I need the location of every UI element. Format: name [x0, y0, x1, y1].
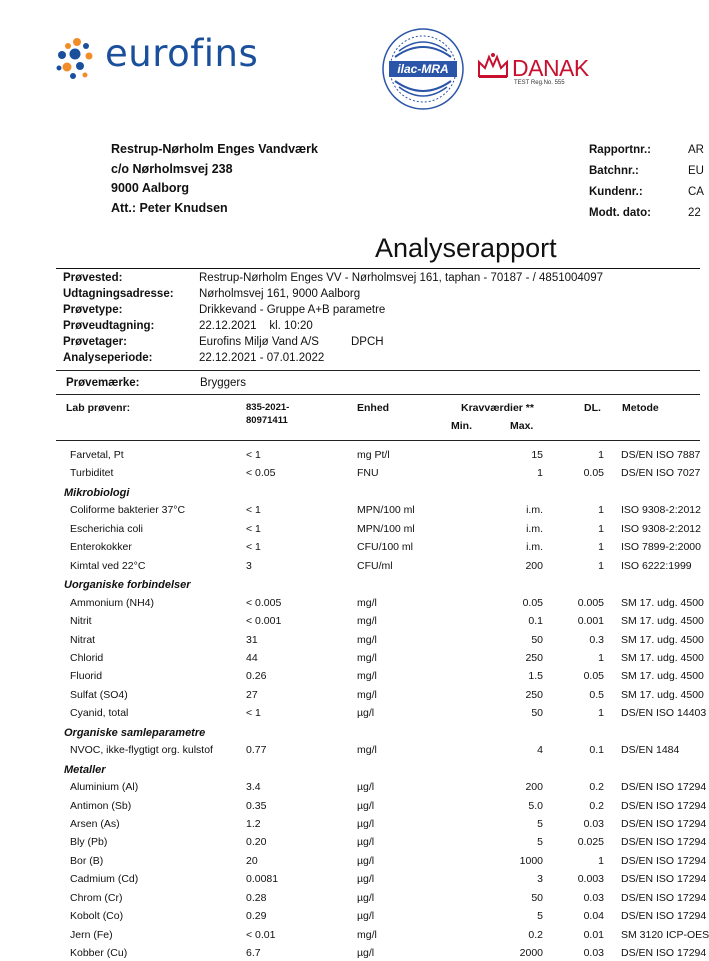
result-value: < 0.05: [246, 467, 276, 480]
method-value: ISO 6222:1999: [621, 559, 692, 572]
max-limit-value: i.m.: [526, 504, 543, 517]
max-limit-value: i.m.: [526, 522, 543, 535]
parameter-name: Enterokokker: [70, 541, 132, 554]
result-value: < 1: [246, 707, 261, 720]
max-limit-value: 250: [525, 651, 543, 664]
section-heading: Mikrobiologi: [64, 486, 130, 499]
parameter-name: Cadmium (Cd): [70, 873, 139, 886]
unit-value: µg/l: [357, 947, 375, 960]
analysis-period-label: Analyseperiode:: [63, 352, 153, 364]
method-value: DS/EN ISO 17294: [621, 799, 707, 812]
detection-limit-value: 0.3: [589, 633, 604, 646]
sample-mark: [66, 377, 246, 389]
sample-number-header: 835-2021-: [246, 402, 290, 413]
sample-number-header-2: 80971411: [246, 415, 288, 426]
report-title: Analyserapport: [375, 233, 557, 263]
eurofins-dots-icon: [55, 37, 99, 81]
detection-limit-value: 0.05: [583, 670, 604, 683]
parameter-name: Ammonium (NH4): [70, 596, 155, 609]
unit-value: CFU/ml: [357, 559, 393, 572]
max-limit-value: 200: [525, 781, 543, 794]
limits-header: Kravværdier **: [461, 402, 534, 414]
sampling-time-label: Prøveudtagning:: [63, 320, 155, 332]
eurofins-wordmark: eurofins: [105, 32, 259, 75]
result-value: 3.4: [246, 781, 261, 794]
parameter-name: Antimon (Sb): [70, 799, 132, 812]
unit-value: µg/l: [357, 799, 375, 812]
max-limit-value: 200: [525, 559, 543, 572]
batch-number-label: Batchnr.:: [589, 165, 639, 177]
method-value: DS/EN ISO 17294: [621, 818, 707, 830]
sampling-address-value: Nørholmsvej 161, 9000 Aalborg: [199, 288, 361, 300]
report-meta: [589, 140, 704, 224]
method-value: SM 17. udg. 4500: [621, 596, 704, 609]
parameter-name: Arsen (As): [70, 818, 120, 830]
unit-value: µg/l: [357, 781, 375, 794]
method-value: SM 3120 ICP-OES: [621, 928, 709, 941]
result-value: 44: [246, 651, 258, 664]
sample-type-label: Prøvetype:: [63, 304, 123, 316]
detection-limit-value: 0.003: [577, 873, 604, 886]
detection-limit-value: 0.2: [589, 781, 604, 794]
analysis-period-value: 22.12.2021 - 07.01.2022: [199, 352, 325, 364]
received-date-label: Modt. dato:: [589, 207, 651, 219]
method-value: DS/EN 1484: [621, 744, 680, 757]
section-heading: Uorganiske forbindelser: [64, 579, 191, 592]
method-value: DS/EN ISO 17294: [621, 836, 707, 849]
max-limit-value: 4: [537, 744, 543, 757]
result-value: < 0.005: [246, 596, 282, 609]
unit-value: mg Pt/l: [357, 449, 390, 461]
parameter-name: Fluorid: [70, 670, 103, 683]
recipient-address: [111, 140, 318, 218]
max-limit-value: 0.1: [528, 615, 543, 628]
detection-limit-value: 0.03: [583, 891, 604, 904]
max-limit-value: 1.5: [528, 670, 543, 683]
max-limit-value: 50: [531, 707, 543, 720]
parameter-name: NVOC, ikke-flygtigt org. kulstof: [70, 744, 213, 757]
unit-header: Enhed: [357, 402, 390, 414]
parameter-name: Aluminium (Al): [70, 781, 139, 794]
parameter-name: Cyanid, total: [70, 707, 129, 720]
unit-value: CFU/100 ml: [357, 541, 414, 554]
result-value: 0.77: [246, 744, 267, 757]
recipient-line: 9000 Aalborg: [111, 181, 190, 195]
result-value: < 1: [246, 522, 261, 535]
parameter-name: Bly (Pb): [70, 836, 108, 849]
detection-limit-value: 0.05: [583, 467, 604, 480]
method-value: DS/EN ISO 17294: [621, 910, 707, 923]
max-limit-value: 1: [537, 467, 543, 480]
divider: [56, 268, 700, 269]
detection-limit-value: 1: [598, 449, 604, 461]
parameter-name: Chrom (Cr): [70, 891, 123, 904]
detection-limit-value: 0.1: [589, 744, 604, 757]
detection-limit-value: 1: [598, 707, 604, 720]
method-value: DS/EN ISO 17294: [621, 891, 707, 904]
sample-info: [63, 270, 603, 366]
max-limit-value: 1000: [519, 854, 543, 867]
parameter-name: Nitrit: [70, 615, 92, 628]
detection-limit-value: 0.01: [583, 928, 604, 941]
result-value: 0.29: [246, 910, 267, 923]
parameter-name: Nitrat: [70, 633, 96, 646]
method-value: DS/EN ISO 17294: [621, 947, 707, 960]
result-value: 0.35: [246, 799, 267, 812]
method-value: SM 17. udg. 4500: [621, 615, 704, 628]
detection-limit-value: 1: [598, 541, 604, 554]
parameter-name: Turbiditet: [70, 467, 114, 480]
max-limit-value: 2000: [519, 947, 543, 960]
divider: [56, 394, 700, 395]
sample-mark-label: Prøvemærke:: [66, 377, 140, 389]
sampler-label: Prøvetager:: [63, 336, 127, 348]
method-value: SM 17. udg. 4500: [621, 688, 704, 701]
result-value: < 1: [246, 504, 261, 517]
sampler-value: Eurofins Miljø Vand A/S: [199, 336, 319, 348]
max-limit-value: 5: [537, 910, 543, 923]
result-value: < 1: [246, 541, 261, 554]
result-value: 3: [246, 559, 252, 572]
sample-mark-value: Bryggers: [200, 377, 247, 389]
sampler-initials: DPCH: [351, 336, 384, 348]
crown-icon: [476, 52, 510, 80]
unit-value: mg/l: [357, 744, 377, 757]
section-heading: Metaller: [64, 763, 106, 776]
method-value: SM 17. udg. 4500: [621, 670, 704, 683]
detection-limit-value: 0.025: [577, 836, 604, 849]
detection-limit-value: 0.005: [577, 596, 604, 609]
divider: [56, 440, 700, 441]
received-date-value: 22: [688, 207, 701, 219]
sample-type-value: Drikkevand - Gruppe A+B parametre: [199, 304, 386, 316]
method-header: Metode: [622, 402, 659, 414]
detection-limit-value: 0.5: [589, 688, 604, 701]
danak-wordmark: DANAK: [512, 55, 589, 81]
unit-value: mg/l: [357, 633, 377, 646]
batch-number-value: EU: [688, 165, 704, 177]
unit-value: mg/l: [357, 928, 377, 941]
unit-value: µg/l: [357, 873, 375, 886]
method-value: DS/EN ISO 17294: [621, 781, 707, 794]
parameter-name: Jern (Fe): [70, 928, 113, 941]
result-value: 0.26: [246, 670, 267, 683]
min-header: Min.: [451, 420, 472, 432]
result-value: 0.0081: [246, 873, 279, 886]
parameter-name: Bor (B): [70, 854, 104, 867]
unit-value: µg/l: [357, 891, 375, 904]
detection-limit-value: 0.001: [577, 615, 604, 628]
detection-limit-value: 0.04: [583, 910, 604, 923]
parameter-name: Coliforme bakterier 37°C: [70, 504, 186, 517]
parameter-name: Kobolt (Co): [70, 910, 124, 923]
ilac-mra-logo: [381, 27, 465, 111]
max-header: Max.: [510, 420, 534, 432]
unit-value: mg/l: [357, 651, 377, 664]
max-limit-value: 50: [531, 891, 543, 904]
method-value: DS/EN ISO 7027: [621, 467, 701, 480]
detection-limit-value: 1: [598, 522, 604, 535]
unit-value: µg/l: [357, 818, 375, 830]
unit-value: mg/l: [357, 688, 377, 701]
method-value: DS/EN ISO 17294: [621, 873, 707, 886]
max-limit-value: 0.2: [528, 928, 543, 941]
parameter-name: Chlorid: [70, 651, 104, 664]
max-limit-value: 50: [531, 633, 543, 646]
unit-value: MPN/100 ml: [357, 522, 415, 535]
max-limit-value: 5: [537, 836, 543, 849]
detection-limit-value: 1: [598, 504, 604, 517]
divider: [56, 370, 700, 371]
parameter-name: Escherichia coli: [70, 522, 143, 535]
unit-value: mg/l: [357, 615, 377, 628]
method-value: ISO 7899-2:2000: [621, 541, 701, 554]
lab-sample-header: Lab prøvenr:: [66, 402, 131, 414]
result-value: 20: [246, 854, 258, 867]
parameter-name: Sulfat (SO4): [70, 688, 128, 701]
method-value: DS/EN ISO 17294: [621, 854, 707, 867]
unit-value: µg/l: [357, 836, 375, 849]
method-value: ISO 9308-2:2012: [621, 504, 701, 517]
method-value: DS/EN ISO 14403: [621, 707, 707, 720]
recipient-line: c/o Nørholmsvej 238: [111, 161, 233, 176]
result-value: < 0.01: [246, 928, 276, 941]
max-limit-value: 3: [537, 873, 543, 886]
parameter-name: Kimtal ved 22°C: [70, 559, 146, 572]
unit-value: MPN/100 ml: [357, 504, 415, 517]
detection-limit-value: 1: [598, 559, 604, 572]
parameter-name: Farvetal, Pt: [70, 449, 124, 461]
ilac-mra-text: ilac-MRA: [397, 62, 449, 76]
result-value: 1.2: [246, 818, 261, 830]
max-limit-value: 5: [537, 818, 543, 830]
sampling-site-value: Restrup-Nørholm Enges VV - Nørholmsvej 161, taphan - 70187 - / 4851004097: [199, 272, 603, 284]
recipient-line: Att.: Peter Knudsen: [111, 200, 228, 215]
result-value: < 0.001: [246, 615, 282, 628]
unit-value: µg/l: [357, 707, 375, 720]
result-value: < 1: [246, 449, 261, 461]
result-value: 31: [246, 633, 258, 646]
method-value: SM 17. udg. 4500: [621, 633, 704, 646]
section-heading: Organiske samleparametre: [64, 726, 206, 739]
recipient-line: Restrup-Nørholm Enges Vandværk: [111, 142, 318, 156]
detection-limit-value: 0.03: [583, 947, 604, 960]
method-value: SM 17. udg. 4500: [621, 651, 704, 664]
parameter-name: Kobber (Cu): [70, 947, 128, 960]
result-value: 0.20: [246, 836, 267, 849]
unit-value: mg/l: [357, 596, 377, 609]
detection-limit-value: 0.03: [583, 818, 604, 830]
customer-number-value: CA: [688, 186, 704, 198]
result-value: 27: [246, 688, 258, 701]
danak-registration: TEST Reg.No. 555: [514, 80, 565, 86]
max-limit-value: 15: [531, 449, 543, 461]
detection-limit-value: 1: [598, 651, 604, 664]
result-value: 0.28: [246, 891, 267, 904]
sampling-address-label: Udtagningsadresse:: [63, 288, 174, 300]
method-value: ISO 9308-2:2012: [621, 522, 701, 535]
method-value: DS/EN ISO 7887: [621, 449, 701, 461]
sampling-site-label: Prøvested:: [63, 272, 123, 284]
detection-limit-value: 1: [598, 854, 604, 867]
max-limit-value: i.m.: [526, 541, 543, 554]
unit-value: mg/l: [357, 670, 377, 683]
customer-number-label: Kundenr.:: [589, 186, 643, 198]
max-limit-value: 5.0: [528, 799, 543, 812]
dl-header: DL.: [584, 402, 601, 414]
max-limit-value: 0.05: [522, 596, 543, 609]
report-number-label: Rapportnr.:: [589, 144, 651, 156]
detection-limit-value: 0.2: [589, 799, 604, 812]
report-number-value: AR: [688, 144, 704, 156]
result-value: 6.7: [246, 947, 261, 960]
unit-value: µg/l: [357, 910, 375, 923]
unit-value: µg/l: [357, 854, 375, 867]
sampling-time-value: 22.12.2021 kl. 10:20: [199, 320, 313, 332]
unit-value: FNU: [357, 467, 379, 480]
max-limit-value: 250: [525, 688, 543, 701]
